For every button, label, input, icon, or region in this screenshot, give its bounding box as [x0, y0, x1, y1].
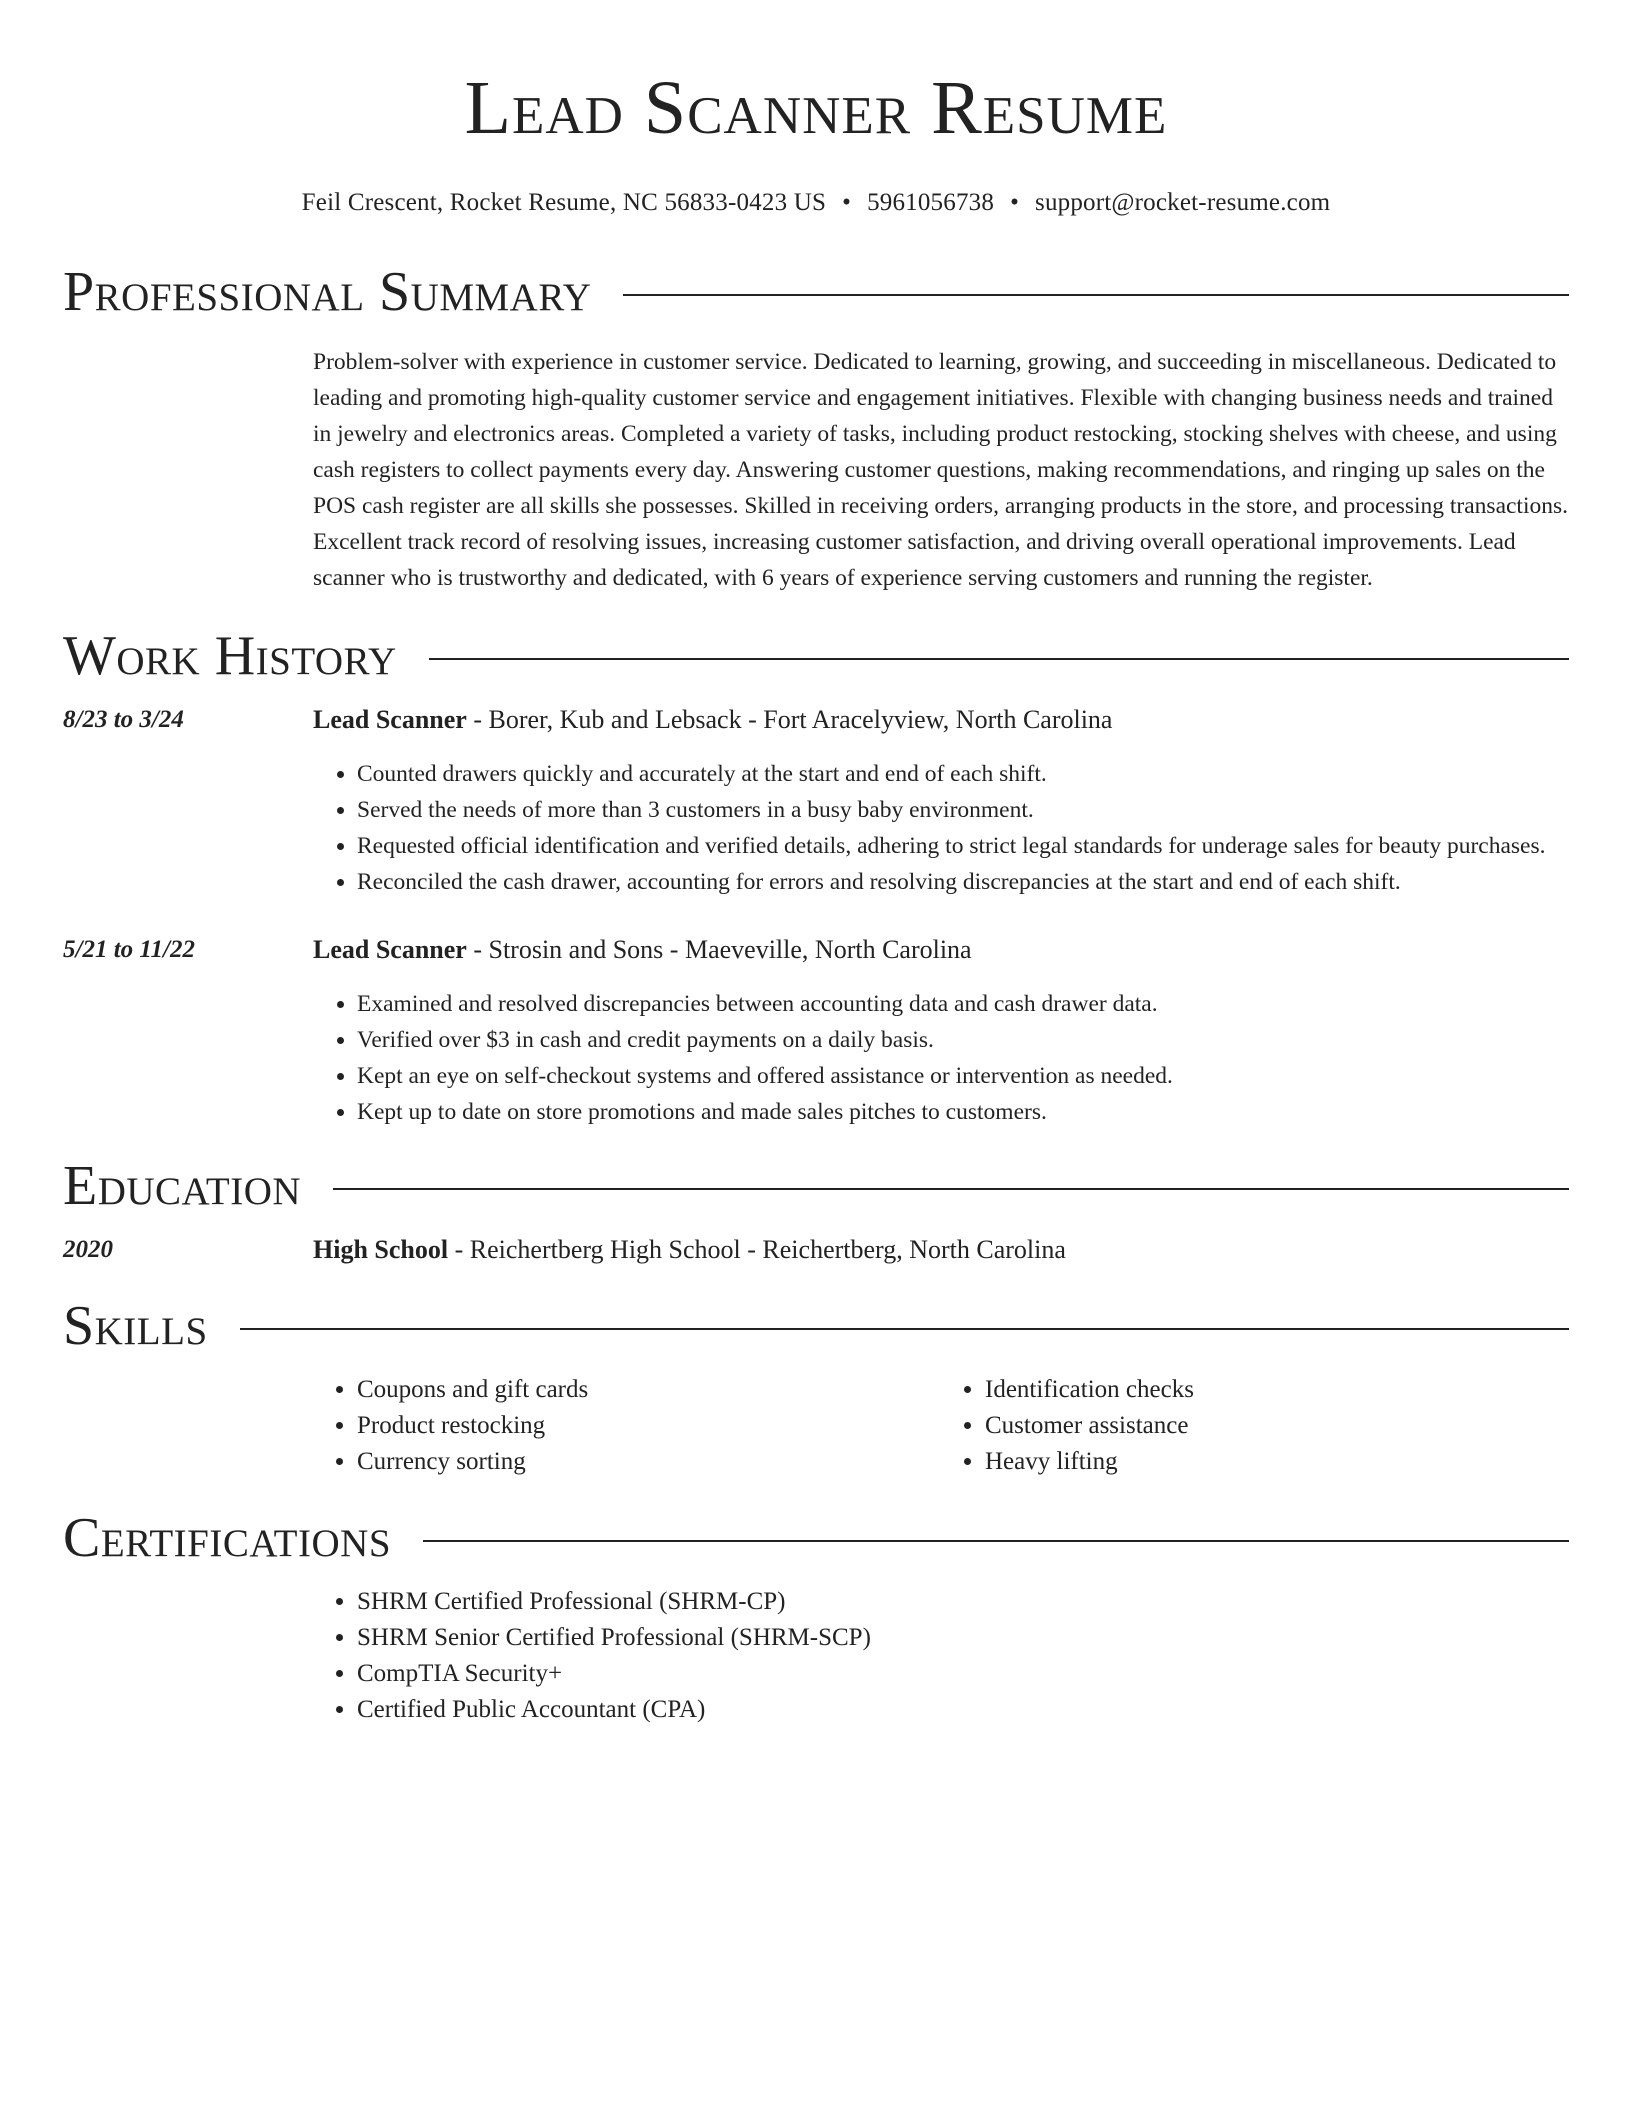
section-rule: [423, 1540, 1569, 1542]
certifications-spacer: [63, 1584, 313, 1728]
list-item: • Served the needs of more than 3 customers in a busy baby environment.: [357, 792, 1569, 828]
list-item: • Verified over $3 in cash and credit payments on a daily basis.: [357, 1022, 1569, 1058]
summary-row: [63, 344, 1569, 596]
job-bullet-list: [313, 756, 1569, 900]
list-item: • Reconciled the cash drawer, accounting for errors and resolving discrepancies at the start and end of each shift.: [357, 864, 1569, 900]
job-entry: [63, 702, 1569, 900]
job-details: - Borer, Kub and Lebsack - Fort Aracelyview, North Carolina: [466, 705, 1113, 734]
list-item: • Counted drawers quickly and accurately at the start and end of each shift.: [357, 756, 1569, 792]
skills-list-right: [941, 1372, 1569, 1480]
contact-separator: •: [1010, 189, 1020, 216]
skills-grid: [313, 1372, 1569, 1480]
job-details: - Strosin and Sons - Maeveville, North Carolina: [466, 935, 972, 964]
education-row: [63, 1232, 1569, 1268]
certifications-body: [313, 1584, 1569, 1728]
section-header-summary: [63, 260, 1569, 324]
section-header-work-history: [63, 624, 1569, 688]
job-bullets-row: [63, 986, 1569, 1130]
contact-address: Feil Crescent, Rocket Resume, NC 56833-0423 US: [301, 189, 827, 216]
list-item: • Customer assistance: [985, 1408, 1569, 1444]
education-degree: High School: [313, 1235, 449, 1264]
skills-spacer: [63, 1372, 313, 1480]
summary-text: Problem-solver with experience in customer service. Dedicated to learning, growing, and succeeding in miscellaneous. Dedicated to leading and promoting high-quality customer service and engagement initiatives. Flexible with changing business needs and trained in jewelry and electronics areas. Completed a variety of tasks, including product restocking, stocking shelves with cheese, and using cash registers to collect payments every day. Answering customer questions, making recommendations, and ringing up sales on the POS cash register are all skills she possesses. Skilled in receiving orders, arranging products in the store, and processing transactions. Excellent track record of resolving issues, increasing customer satisfaction, and driving overall operational improvements. Lead scanner who is trustworthy and dedicated, with 6 years of experience serving customers and running the register.: [313, 349, 1569, 591]
education-year: 2020: [63, 1236, 113, 1263]
list-item: • Coupons and gift cards: [357, 1372, 941, 1408]
section-rule: [240, 1328, 1569, 1330]
list-item: • Heavy lifting: [985, 1444, 1569, 1480]
job-title: Lead Scanner: [313, 705, 467, 734]
job-bullets-row: [63, 756, 1569, 900]
contact-email: support@rocket-resume.com: [1035, 189, 1331, 216]
list-item: • Certified Public Accountant (CPA): [357, 1692, 1569, 1728]
list-item: • Requested official identification and verified details, adhering to strict legal standards for underage sales for beauty purchases.: [357, 828, 1569, 864]
section-rule: [333, 1188, 1569, 1190]
contact-separator: •: [842, 189, 852, 216]
resume-title: Lead Scanner Resume: [464, 66, 1168, 150]
section-header-education: [63, 1154, 1569, 1218]
list-item: • Product restocking: [357, 1408, 941, 1444]
contact-line: [63, 188, 1569, 218]
job-title: Lead Scanner: [313, 935, 467, 964]
job-heading: [313, 702, 1569, 738]
job-heading: [313, 932, 1569, 968]
contact-phone: 5961056738: [867, 189, 995, 216]
section-heading: Certifications: [63, 1507, 392, 1569]
job-bullet-list: [313, 986, 1569, 1130]
list-item: • CompTIA Security+: [357, 1656, 1569, 1692]
job-bullets: [313, 756, 1569, 900]
skills-row: [63, 1372, 1569, 1480]
list-item: • Examined and resolved discrepancies between accounting data and cash drawer data.: [357, 986, 1569, 1022]
skills-list-left: [313, 1372, 941, 1480]
list-item: • Identification checks: [985, 1372, 1569, 1408]
section-header-skills: [63, 1294, 1569, 1358]
education-heading: [313, 1232, 1569, 1268]
list-item: • Kept an eye on self-checkout systems and offered assistance or intervention as needed.: [357, 1058, 1569, 1094]
job-entry: [63, 932, 1569, 1130]
job-bullets-spacer: [63, 756, 313, 900]
job-row: [63, 702, 1569, 738]
certifications-row: [63, 1584, 1569, 1728]
section-header-certifications: [63, 1506, 1569, 1570]
job-bullets-spacer: [63, 986, 313, 1130]
list-item: • SHRM Senior Certified Professional (SHRM-SCP): [357, 1620, 1569, 1656]
job-dates: 5/21 to 11/22: [63, 936, 195, 963]
job-row: [63, 932, 1569, 968]
section-heading: Professional Summary: [63, 261, 592, 323]
section-heading: Education: [63, 1155, 302, 1217]
job-dates: 8/23 to 3/24: [63, 706, 184, 733]
list-item: • SHRM Certified Professional (SHRM-CP): [357, 1584, 1569, 1620]
certifications-list: [313, 1584, 1569, 1728]
job-bullets: [313, 986, 1569, 1130]
list-item: • Kept up to date on store promotions and made sales pitches to customers.: [357, 1094, 1569, 1130]
section-rule: [623, 294, 1569, 296]
section-heading: Work History: [63, 625, 397, 687]
summary-left-spacer: [63, 344, 313, 596]
section-heading: Skills: [63, 1295, 208, 1357]
list-item: • Currency sorting: [357, 1444, 941, 1480]
section-rule: [429, 658, 1569, 660]
education-details: - Reichertberg High School - Reichertberg, North Carolina: [448, 1235, 1066, 1264]
